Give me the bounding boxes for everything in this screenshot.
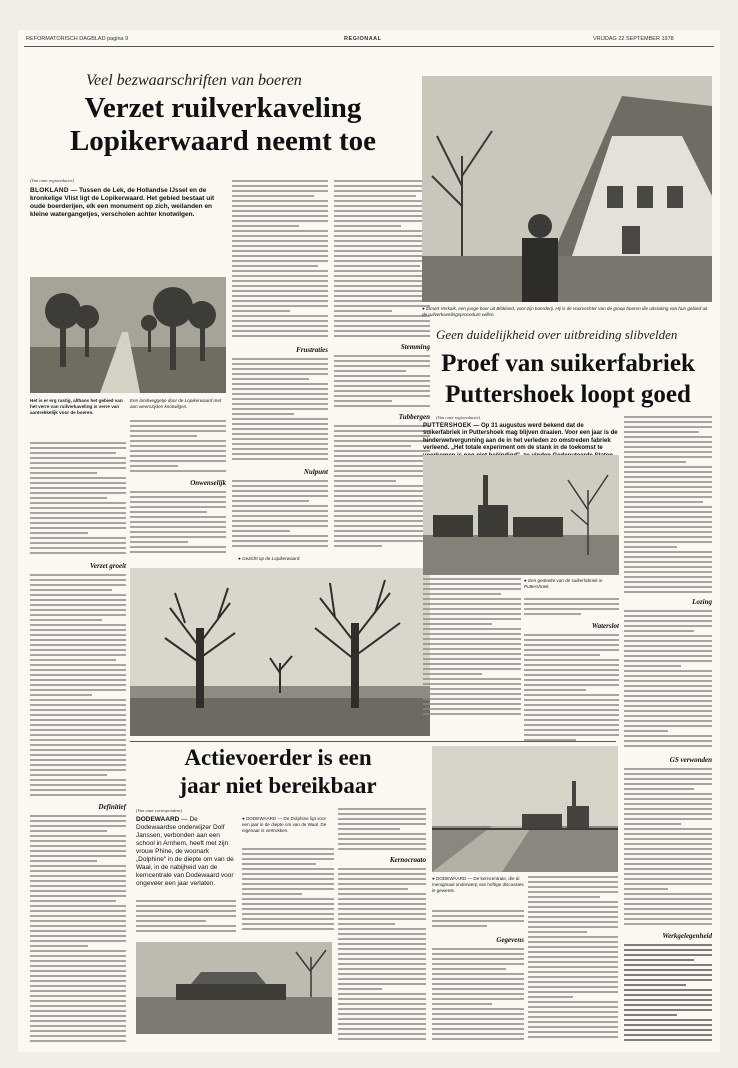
article3-headline <box>133 744 423 800</box>
article2-headline-line2: Puttershoek loopt goed <box>445 381 691 408</box>
article3-rule <box>130 741 616 742</box>
photo-kerncentrale-caption: ● DODEWAARD — De kerncentrale, die al menigmaal onderwerp van heftige discussies is geweest. <box>432 876 524 893</box>
article1-col2-text <box>130 420 226 476</box>
article1-col4-text <box>334 180 430 340</box>
article3-col3-text-b <box>338 868 426 1044</box>
article1-col3-text-c <box>232 480 328 552</box>
photo2-caption-text: Gezicht op de Lopikerwaard. <box>242 556 301 561</box>
subhead-werkgelegenheid: Werkgelegenheid <box>662 932 712 940</box>
article1-col1-text-b <box>30 574 126 800</box>
subhead-nulpunt: Nulpunt <box>303 468 328 476</box>
date-label: VRIJDAG 22 SEPTEMBER 1978 <box>593 36 674 42</box>
article1-lead-text: — Tussen de Lek, de Hollandse IJssel en de kronkelige Vlist ligt de Lopikerwaard. Het gebied bestaat uit oude boerderijen, elk een monument op zich, weilanden en kleine watergangetjes, verscholen achter knotwilgen. <box>30 187 215 218</box>
article2-dateline: PUTTERSHOEK <box>423 423 472 429</box>
article3-headline-line2: jaar niet bereikbaar <box>179 773 377 798</box>
sugar-factory-image <box>423 455 619 575</box>
article3-bold-tail-lines <box>624 944 712 1044</box>
article1-lead <box>30 187 226 219</box>
article1-col3-text-b <box>232 358 328 466</box>
article2-col3-text-c <box>624 768 712 928</box>
article3-bold-tail <box>624 944 712 1044</box>
article2-lead-text: — Op 31 augustus werd bekend dat de suikerfabriek in Puttershoek mag blijven draaien. Voor een jaar is de hinderwetvergunning aan de in het verleden zo omstreden fabriek verleend. „Het totale experiment om de stank in de toekomst te <box>423 423 618 452</box>
lopikerwaard-image <box>130 568 430 736</box>
article1-kicker: Veel bezwaarschriften van boeren <box>86 72 302 89</box>
article3-dateline: DODEWAARD <box>136 816 180 823</box>
photo2-caption: ● Gezicht op de Lopikerwaard. <box>238 556 301 561</box>
photo-woonark-caption: ● DODEWAARD — De Dolphine ligt voor een jaar in de diepte om van de Waal. De eigenaar is vertrokken. <box>242 816 327 833</box>
article1-dateline: BLOKLAND <box>30 187 69 194</box>
photo-woonark-caption-text: DODEWAARD — De Dolphine ligt voor een jaar in de diepte om van de Waal. De eigenaar is vertrokken. <box>242 816 327 833</box>
subhead-tubbergen: Tubbergen <box>398 413 430 421</box>
subhead-definitief: Definitief <box>98 803 126 811</box>
article2-kicker: Geen duidelijkheid over uitbreiding slibvelden <box>436 327 678 342</box>
article2-headline-line1: Proef van suikerfabriek <box>441 350 695 377</box>
article2-credit: (Van onze regioredactie) <box>436 415 481 420</box>
article1-col4-text-b <box>334 355 430 410</box>
subhead-kernocraato: Kernocraato <box>389 856 426 864</box>
page-label: REFORMATORISCH DAGBLAD pagina 9 <box>26 36 129 42</box>
article3-col2-text <box>242 848 334 936</box>
subhead-verzet-groeit: Verzet groeit <box>90 562 126 570</box>
kerncentrale-image <box>432 746 618 872</box>
article3-col3-text <box>338 808 426 852</box>
country-road-image <box>30 277 226 393</box>
photo-lopikerwaard <box>130 568 430 736</box>
photo1-caption-right: Een landweggetje door de Lopikerwaard met aan weerszijden knotwilgen. <box>130 398 222 409</box>
photo-woonark <box>136 942 332 1034</box>
article1-col2-text-b <box>130 491 226 555</box>
photo-country-road <box>30 277 226 393</box>
article3-col4-text <box>432 910 524 934</box>
article3-lead <box>136 816 236 888</box>
photo-kerncentrale <box>432 746 618 872</box>
header-rule <box>24 46 714 47</box>
subhead-stemming: Stemming <box>400 343 430 351</box>
photo-kerncentrale-caption-text: DODEWAARD — De kerncentrale, die al menigmaal onderwerp van heftige discussies is geweest. <box>432 876 524 893</box>
article1-headline <box>38 92 408 158</box>
article1-col4-text-c <box>334 425 430 553</box>
article3-col5-text <box>528 876 618 1044</box>
newspaper-page <box>18 30 720 1052</box>
article1-headline-line2: Lopikerwaard neemt toe <box>69 125 377 157</box>
photo3-caption-text: Eimert Verkaik, een jonge boer uit Blokland, voor zijn boerderij. Hij is de voorvechter van de groep boeren die uitsluiting van hun gebied uit de ruilverkavelingsprocedure willen. <box>422 306 708 317</box>
article2-col1-text <box>423 578 521 718</box>
article3-lead-text: — De Dodewaardse onderwijzer Dolf Janssen, verbonden aan een school in Arnhem, heeft met zijn vrouw Phine, de woonark „Dolphine" in de diepte om van de Waal, in de nabijheid van de kerncentrale van Dodewaard voor ongeveer een jaar verlaten. <box>136 816 234 887</box>
article2-col3-text-b <box>624 610 712 754</box>
article2-col3-text <box>624 416 712 596</box>
article1-col1-text-c <box>30 815 126 1045</box>
subhead-lozing: Lozing <box>692 598 712 606</box>
article1-headline-line1: Verzet ruilverkaveling <box>84 92 362 124</box>
photo4-caption-text: Een gedeelte van de suikerfabriek in Puttershoek. <box>524 578 603 589</box>
woonark-image <box>136 942 332 1034</box>
article2-headline <box>423 348 713 410</box>
photo-sugar-factory <box>423 455 619 575</box>
article3-col4-text-b <box>432 948 524 1044</box>
farmhouse-farmer-image <box>422 76 712 302</box>
article3-col1-text <box>136 900 236 938</box>
photo1-caption: Het is er erg rustig, althans het gebied van het verre van ruilverkaveling is verre van aantrekkelijk voor de boeren. <box>30 398 123 415</box>
photo3-caption: ● Eimert Verkaik, een jonge boer uit Blokland, voor zijn boerderij. Hij is de voorvechter van de groep boeren die uitsluiting van hun gebied uit de ruilverkavelingsprocedure willen. <box>422 306 708 317</box>
subhead-waterslot: Waterslot <box>591 622 619 630</box>
article1-col3-text <box>232 180 328 343</box>
subhead-gs-verwonden: GS verwonden <box>669 756 712 764</box>
section-label: REGIONAAL <box>344 36 382 42</box>
article2-col2-text-b <box>524 634 619 744</box>
subhead-frustraties: Frustraties <box>296 346 328 354</box>
article3-credit: (Van onze correspondent) <box>136 808 183 813</box>
article1-col1-text <box>30 442 126 560</box>
article2-text-left <box>423 578 521 718</box>
article3-headline-line1: Actievoerder is een <box>184 745 372 770</box>
subhead-onwenselijk: Onwenselijk <box>190 479 226 487</box>
photo-farmhouse-farmer <box>422 76 712 302</box>
article1-credit: (Van onze regioredactie) <box>30 178 75 183</box>
article2-col2-text <box>524 598 619 620</box>
photo4-caption: ● Een gedeelte van de suikerfabriek in Puttershoek. <box>524 578 603 589</box>
subhead-gegevens: Gegevens <box>496 936 524 944</box>
